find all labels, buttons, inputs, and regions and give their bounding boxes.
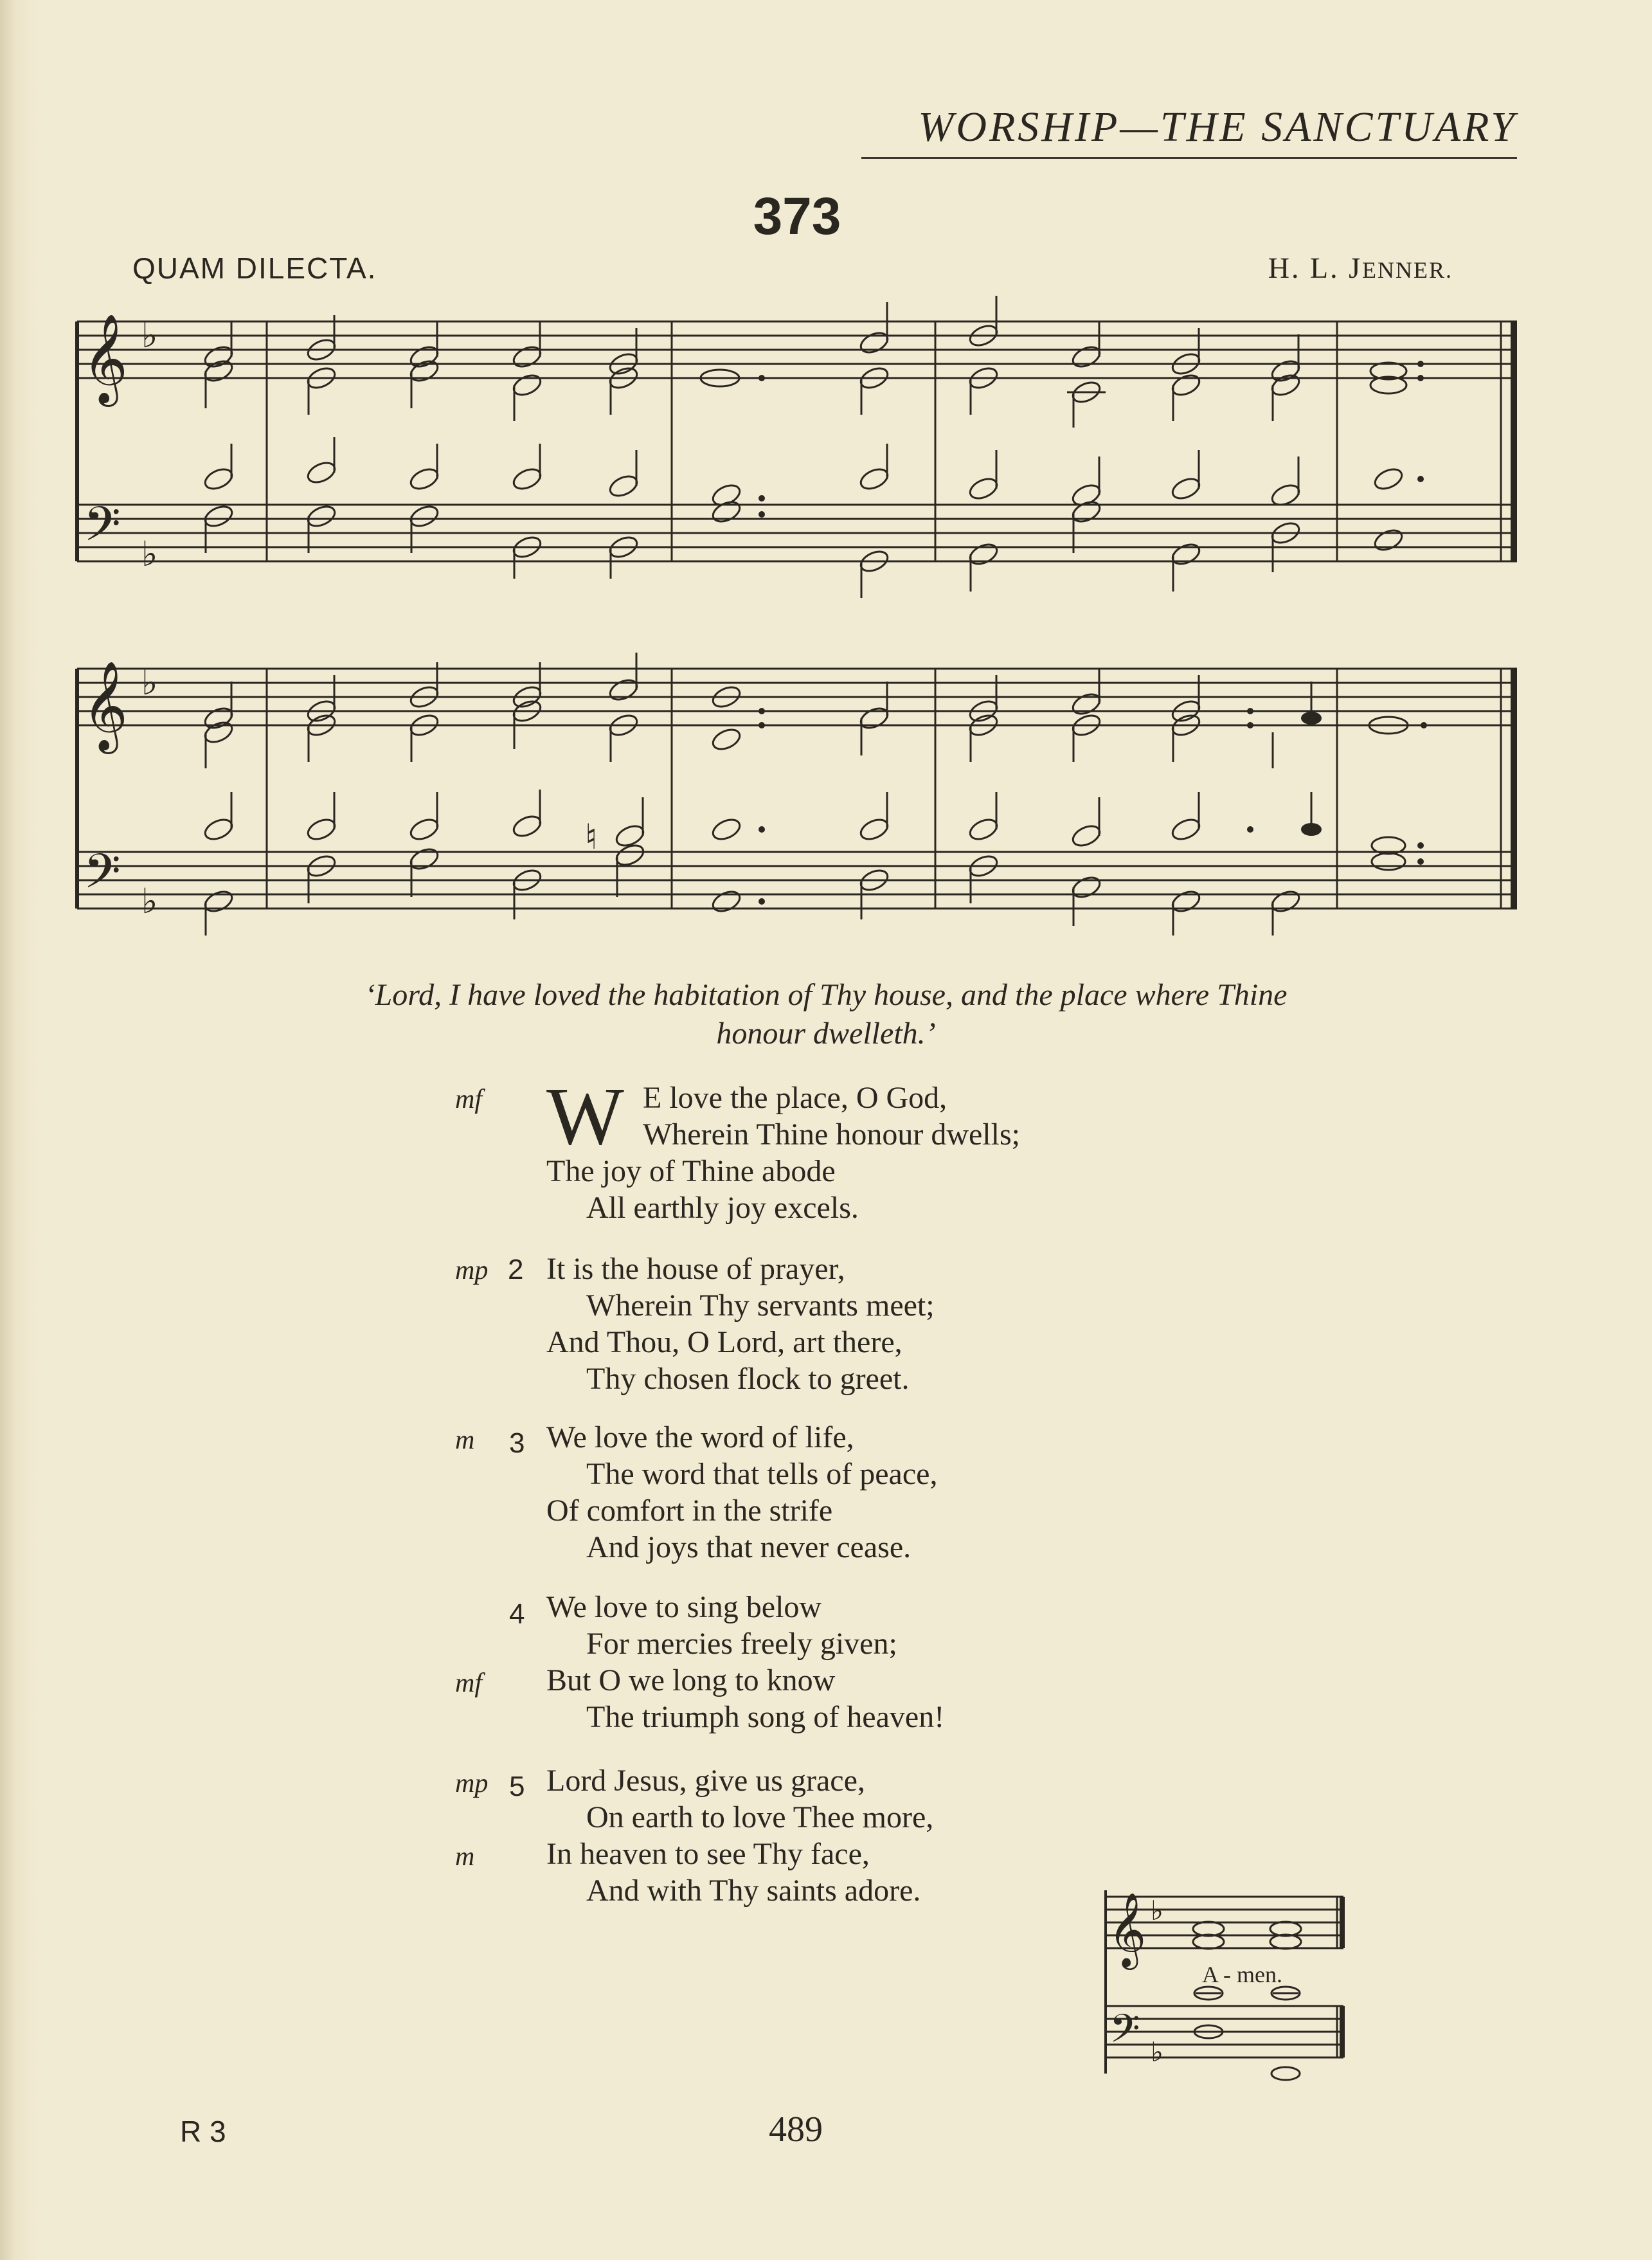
flat-icon: ♭ — [141, 662, 158, 703]
music-system-1 — [64, 296, 1543, 617]
flat-icon: ♭ — [1151, 1895, 1163, 1926]
stanza-3-line-1: We love the word of life, — [546, 1420, 854, 1454]
flat-icon: ♭ — [1151, 2036, 1163, 2068]
bass-clef-icon: 𝄢 — [84, 844, 121, 911]
page-binding-edge — [0, 0, 39, 2260]
stanza-4-number: 4 — [509, 1598, 525, 1630]
treble-clef-icon: 𝄞 — [82, 661, 128, 750]
music-system-2 — [64, 643, 1543, 939]
running-head: WORSHIP—THE SANCTUARY — [861, 103, 1517, 159]
composer-surname-rest: ENNER. — [1362, 257, 1453, 283]
stanza-1-line-1: E love the place, O God, — [643, 1081, 947, 1115]
bass-clef-icon: 𝄢 — [1109, 2006, 1140, 2061]
epigraph — [109, 976, 1543, 1053]
stanza-5-dynamic: mp — [455, 1769, 489, 1798]
flat-icon: ♭ — [141, 534, 158, 574]
stanza-2-line-1: It is the house of prayer, — [546, 1252, 845, 1286]
stanza-4-line-4: The triumph song of heaven! — [586, 1700, 945, 1734]
stanza-3-number: 3 — [509, 1427, 525, 1459]
stanza-3-line-3: Of comfort in the strife — [546, 1494, 833, 1528]
natural-icon: ♮ — [585, 817, 598, 857]
stanza-1-line-4: All earthly joy excels. — [586, 1191, 859, 1225]
stanza-2-number: 2 — [508, 1254, 524, 1285]
stanza-1-dropcap: W — [546, 1071, 624, 1162]
treble-clef-icon: 𝄞 — [1108, 1892, 1147, 1967]
epigraph-line-1: ‘Lord, I have loved the habitation of Thy house, and the place where Thine — [364, 978, 1288, 1012]
printer-signature: R 3 — [180, 2115, 226, 2148]
page-number: 489 — [769, 2110, 823, 2149]
stanza-3-line-2: The word that tells of peace, — [586, 1457, 938, 1491]
stanza-4-line-2: For mercies freely given; — [586, 1627, 897, 1661]
hymn-number: 373 — [753, 187, 841, 246]
stanza-1-dynamic: mf — [455, 1085, 482, 1114]
stanza-2-line-4: Thy chosen flock to greet. — [586, 1362, 910, 1396]
composer-initials: H. L. J — [1268, 251, 1362, 284]
stanza-5-line-3: In heaven to see Thy face, — [546, 1837, 870, 1871]
flat-icon: ♭ — [141, 881, 158, 921]
stanza-2-line-2: Wherein Thy servants meet; — [586, 1288, 935, 1323]
flat-icon: ♭ — [141, 315, 158, 356]
treble-clef-icon: 𝄞 — [82, 314, 128, 403]
stanza-3-dynamic: m — [455, 1425, 475, 1455]
stanza-2-line-3: And Thou, O Lord, art there, — [546, 1325, 902, 1359]
stanza-1-line-3: The joy of Thine abode — [546, 1154, 836, 1188]
stanza-5-line-4: And with Thy saints adore. — [586, 1874, 921, 1908]
stanza-1-line-2: Wherein Thine honour dwells; — [643, 1117, 1020, 1152]
composer — [1093, 251, 1453, 285]
stanza-5-number: 5 — [509, 1771, 525, 1802]
stanza-2-dynamic: mp — [455, 1256, 489, 1285]
epigraph-line-2: honour dwelleth.’ — [716, 1017, 936, 1051]
stanza-5-line-1: Lord Jesus, give us grace, — [546, 1764, 865, 1798]
stanza-4-dynamic: mf — [455, 1668, 482, 1698]
stanza-4-line-3: But O we long to know — [546, 1663, 836, 1697]
stanza-4-line-1: We love to sing below — [546, 1590, 822, 1624]
stanza-3-line-4: And joys that never cease. — [586, 1530, 911, 1564]
tune-name: QUAM DILECTA. — [132, 251, 377, 285]
amen-label: A - men. — [1202, 1962, 1282, 1987]
stanza-5-dynamic-2: m — [455, 1842, 475, 1872]
bass-clef-icon: 𝄢 — [84, 496, 121, 564]
stanza-5-line-2: On earth to love Thee more, — [586, 1800, 934, 1834]
